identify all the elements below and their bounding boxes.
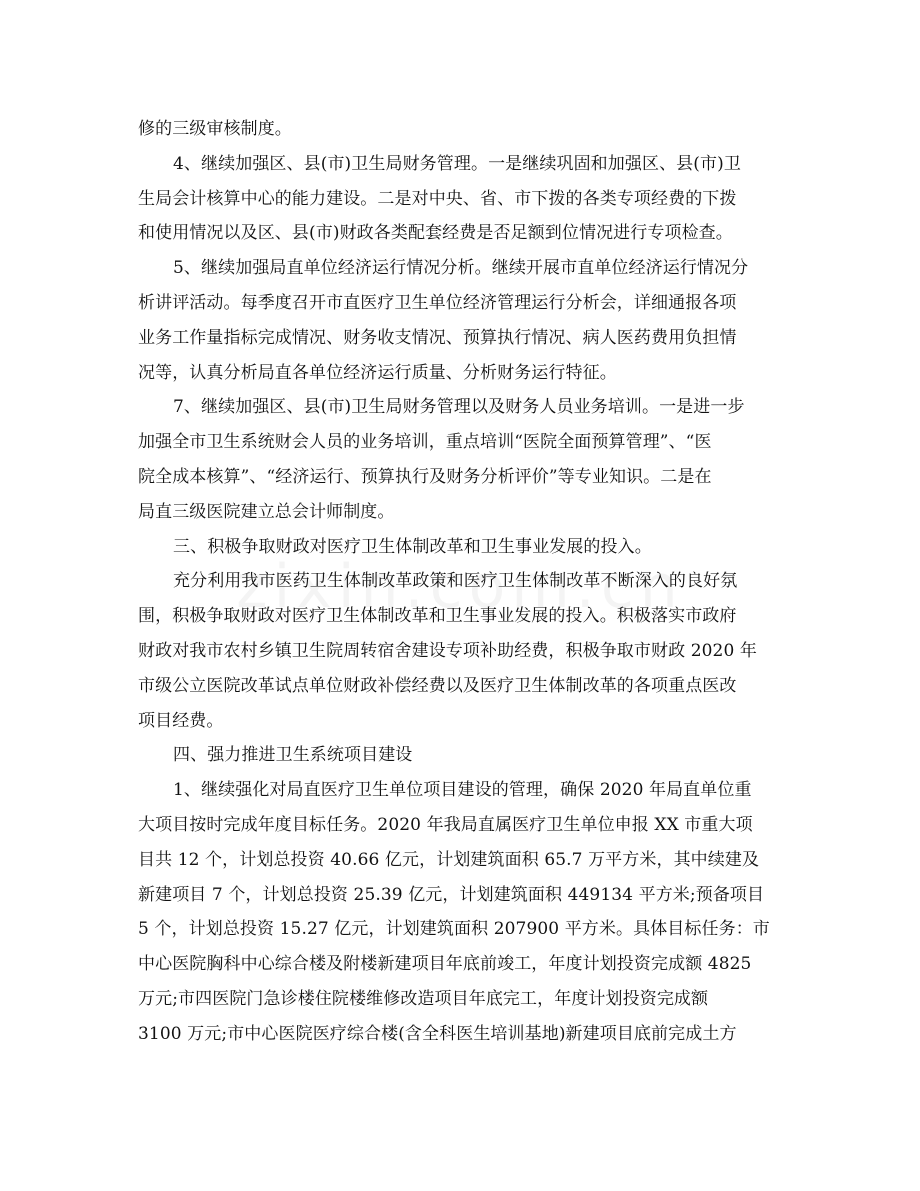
line-text: 1、继续强化对局直医疗卫生单位项目建设的管理，确保 2020 年局直单位重: [173, 780, 752, 801]
line-text: 和使用情况以及区、县(市)财政各类配套经费是否足额到位情况进行专项检查。: [138, 223, 733, 244]
text-line: [138, 112, 778, 147]
text-line: [138, 669, 778, 704]
line-text: 析讲评活动。每季度召开市直医疗卫生单位经济管理运行分析会，详细通报各项: [138, 292, 737, 313]
text-line: [138, 530, 778, 565]
line-text: 大项目按时完成年度目标任务。2020 年我局直属医疗卫生单位申报 XX 市重大项: [138, 814, 753, 835]
text-line: [138, 147, 778, 182]
line-text: 围，积极争取财政对医疗卫生体制改革和卫生事业发展的投入。积极落实市政府: [138, 606, 737, 627]
text-line: [138, 599, 778, 634]
text-line: [138, 634, 778, 669]
line-text: 四、强力推进卫生系统项目建设: [173, 745, 413, 766]
line-text: 5、继续加强局直单位经济运行情况分析。继续开展市直单位经济运行情况分: [173, 258, 749, 279]
text-line: [138, 216, 778, 251]
line-text: 目共 12 个，计划总投资 40.66 亿元，计划建筑面积 65.7 万平方米，其中续建及: [138, 849, 760, 870]
line-text: 项目经费。: [138, 710, 224, 731]
line-text: 修的三级审核制度。: [138, 119, 292, 139]
text-line: [138, 773, 778, 808]
line-text: 4、继续加强区、县(市)卫生局财务管理。一是继续巩固和加强区、县(市)卫: [173, 153, 741, 174]
text-line: [138, 425, 778, 460]
line-text: 万元;市四医院门急诊楼住院楼维修改造项目年底完工，年度计划投资完成额: [138, 988, 709, 1009]
line-text: 院全成本核算”、“经济运行、预算执行及财务分析评价”等专业知识。二是在: [138, 466, 712, 487]
line-text: 7、继续加强区、县(市)卫生局财务管理以及财务人员业务培训。一是进一步: [173, 397, 745, 418]
text-line: [138, 738, 778, 773]
text-line: [138, 912, 778, 947]
text-line: [138, 356, 778, 391]
line-text: 新建项目 7 个，计划总投资 25.39 亿元，计划建筑面积 449134 平方米;预备项目: [138, 884, 765, 905]
line-text: 加强全市卫生系统财会人员的业务培训，重点培训“医院全面预算管理”、“医: [138, 432, 712, 453]
text-line: [138, 182, 778, 217]
line-text: 况等，认真分析局直各单位经济运行质量、分析财务运行特征。: [138, 362, 617, 383]
line-text: 生局会计核算中心的能力建设。二是对中央、省、市下拨的各类专项经费的下拨: [138, 188, 737, 209]
text-line: [138, 460, 778, 495]
line-text: 市级公立医院改革试点单位财政补偿经费以及医疗卫生体制改革的各项重点医改: [138, 675, 737, 696]
text-line: [138, 564, 778, 599]
line-text: 业务工作量指标完成情况、财务收支情况、预算执行情况、病人医药费用负担情: [138, 327, 737, 348]
text-line: [138, 286, 778, 321]
text-line: [138, 843, 778, 878]
line-text: 中心医院胸科中心综合楼及附楼新建项目年底前竣工，年度计划投资完成额 4825: [138, 954, 752, 975]
text-line: [138, 808, 778, 843]
text-line: [138, 321, 778, 356]
document-body: [138, 112, 778, 1052]
text-line: [138, 390, 778, 425]
line-text: 3100 万元;市中心医院医疗综合楼(含全科医生培训基地)新建项目底前完成土方: [138, 1023, 737, 1044]
line-text: 局直三级医院建立总会计师制度。: [138, 501, 395, 522]
text-line: [138, 704, 778, 739]
text-line: [138, 982, 778, 1017]
line-text: 财政对我市农村乡镇卫生院周转宿舍建设专项补助经费，积极争取市财政 2020 年: [138, 640, 757, 661]
text-line: [138, 495, 778, 530]
line-text: 充分利用我市医药卫生体制改革政策和医疗卫生体制改革不断深入的良好氛: [173, 571, 738, 592]
line-text: 三、积极争取财政对医疗卫生体制改革和卫生事业发展的投入。: [173, 536, 652, 557]
line-text: 5 个，计划总投资 15.27 亿元，计划建筑面积 207900 平方米。具体目标任务：市: [138, 919, 770, 940]
text-line: [138, 878, 778, 913]
text-line: [138, 947, 778, 982]
text-line: [138, 1017, 778, 1052]
text-line: [138, 251, 778, 286]
